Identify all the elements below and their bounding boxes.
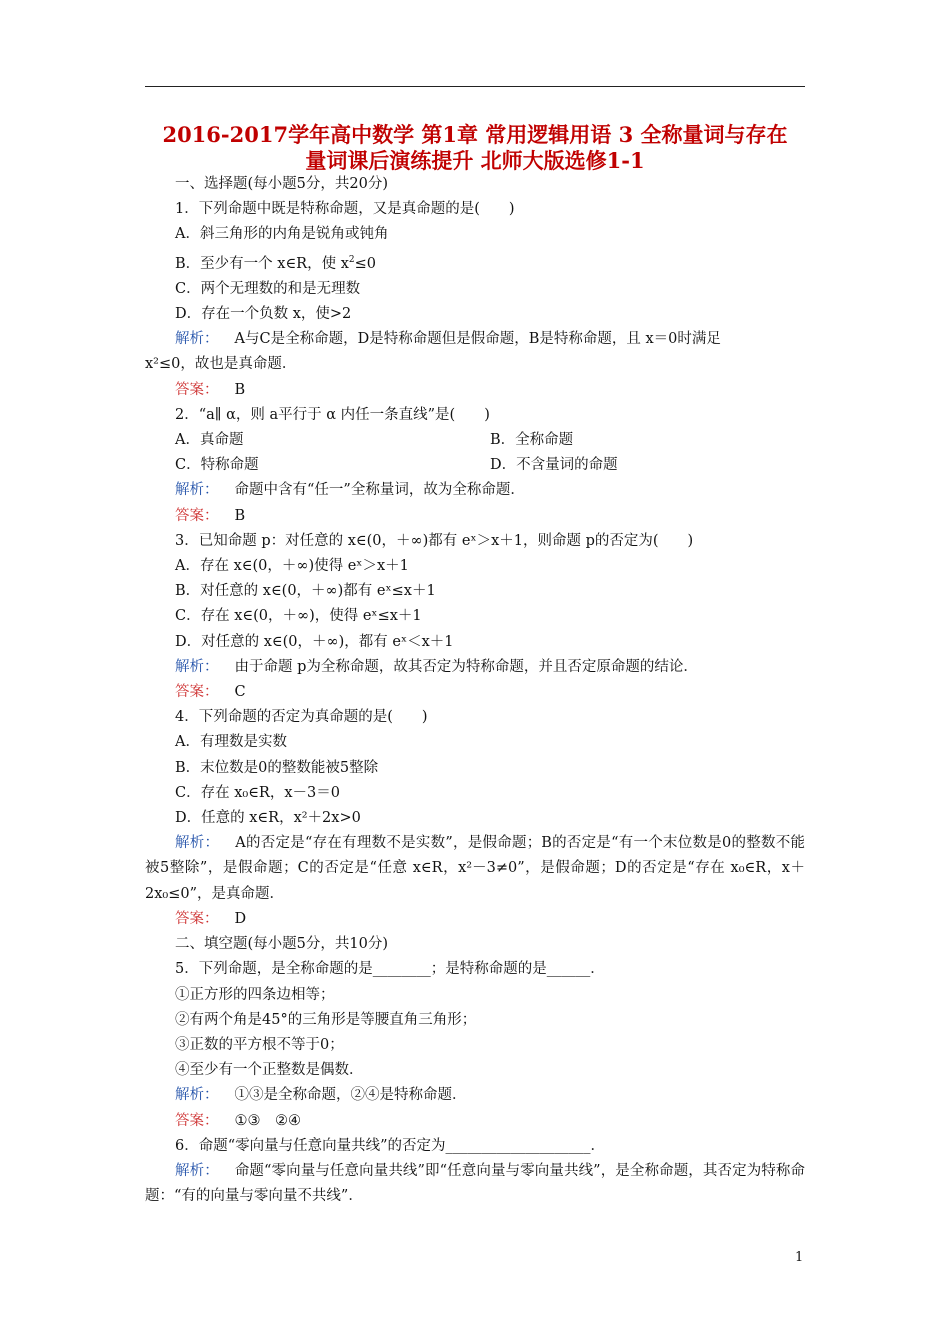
page-number: 1 <box>795 1250 804 1265</box>
option-b-text: B．至少有一个 x∈R，使 x <box>175 255 349 272</box>
analysis-label: 解析： <box>175 331 219 348</box>
answer-text: C <box>234 684 246 701</box>
section-heading: 二、填空题(每小题5分，共10分) <box>175 936 388 953</box>
analysis-label: 解析： <box>175 482 219 499</box>
option-c: C．存在 x∈(0，＋∞)，使得 eˣ≤x＋1 <box>175 608 422 625</box>
answer <box>145 907 805 932</box>
analysis <box>145 327 805 352</box>
analysis <box>145 1083 805 1108</box>
question-stem: 1．下列命题中既是特称命题，又是真命题的是( ) <box>175 201 515 218</box>
option-b: B．全称命题 <box>490 432 574 449</box>
analysis-text: 命题“零向量与任意向量共线”即“任意向量与零向量共线”，是全称命题，其否定为特称命题：“有的向量与零向量不共线”． <box>145 1162 806 1205</box>
option-a: A．真命题 <box>175 432 244 449</box>
analysis <box>145 831 805 907</box>
answer-label: 答案： <box>175 910 219 927</box>
analysis-continued: x²≤0，故也是真命题． <box>145 356 297 373</box>
analysis-label: 解析： <box>175 658 219 675</box>
answer-text: D <box>234 910 247 927</box>
analysis-text: A的否定是“存在有理数不是实数”，是假命题；B的否定是“有一个末位数是0的整数不能被5整除”，是假命题；C的否定是“任意 x∈R，x²－3≠0”，是假命题；D的否定是“存在 x₀∈R，x＋2x₀≤0”，是真命题． <box>145 835 806 902</box>
option-a: A．有理数是实数 <box>175 734 287 751</box>
answer-text: B <box>234 507 246 524</box>
option-b: B．末位数是0的整数能被5整除 <box>175 759 379 776</box>
question-stem: 3．已知命题 p：对任意的 x∈(0，＋∞)都有 eˣ＞x＋1，则命题 p的否定为( ) <box>175 532 694 549</box>
analysis-label: 解析： <box>175 1087 219 1104</box>
title-line-2: 量词课后演练提升 北师大版选修1-1 <box>305 148 645 173</box>
list-item: ④至少有一个正整数是偶数． <box>175 1062 364 1079</box>
option-a: A．存在 x∈(0，＋∞)使得 eˣ＞x＋1 <box>175 558 409 575</box>
answer-text: ①③ ②④ <box>234 1112 301 1129</box>
answer-label: 答案： <box>175 507 219 524</box>
list-item: ③正数的平方根不等于0； <box>175 1036 344 1053</box>
option-b: B．对任意的 x∈(0，＋∞)都有 eˣ≤x＋1 <box>175 583 436 600</box>
option-b <box>145 248 805 277</box>
list-item: ②有两个角是45°的三角形是等腰直角三角形； <box>175 1011 477 1028</box>
analysis-text: 命题中含有“任一”全称量词，故为全称命题． <box>234 482 525 499</box>
analysis <box>145 478 805 503</box>
option-c: C．两个无理数的和是无理数 <box>175 280 361 297</box>
analysis <box>145 1159 805 1209</box>
option-b-tail: ≤0 <box>354 255 376 272</box>
title-line-1: 2016-2017学年高中数学 第1章 常用逻辑用语 3 全称量词与存在 <box>162 122 788 147</box>
analysis-label: 解析： <box>175 835 220 852</box>
answer <box>145 378 805 403</box>
answer-label: 答案： <box>175 1112 219 1129</box>
answer-label: 答案： <box>175 684 219 701</box>
option-row <box>145 453 805 478</box>
option-c: C．特称命题 <box>175 457 259 474</box>
option-d: D．存在一个负数 x，使>2 <box>175 306 352 323</box>
answer <box>145 504 805 529</box>
header-rule <box>145 86 805 87</box>
document-title <box>145 122 805 174</box>
analysis-text: 由于命题 p为全称命题，故其否定为特称命题，并且否定原命题的结论． <box>234 658 698 675</box>
superscript: 2 <box>348 254 355 265</box>
question-stem: 6．命题“零向量与任意向量共线”的否定为____________________． <box>175 1137 606 1154</box>
answer <box>145 1109 805 1134</box>
answer-label: 答案： <box>175 381 219 398</box>
option-c: C．存在 x₀∈R，x－3＝0 <box>175 784 340 801</box>
analysis-text: ①③是全称命题，②④是特称命题． <box>234 1087 467 1104</box>
question-stem: 2．“a∥ α，则 a平行于 α 内任一条直线”是( ) <box>175 406 490 423</box>
option-a: A．斜三角形的内角是锐角或钝角 <box>175 226 389 243</box>
section-heading: 一、选择题(每小题5分，共20分) <box>175 176 388 192</box>
analysis-label: 解析： <box>175 1162 219 1179</box>
list-item: ①正方形的四条边相等； <box>175 986 335 1003</box>
option-d: D．任意的 x∈R，x²＋2x>0 <box>175 810 361 827</box>
option-d: D．对任意的 x∈(0，＋∞)，都有 eˣ＜x＋1 <box>175 633 454 650</box>
document-body <box>145 172 805 1209</box>
answer <box>145 680 805 705</box>
question-stem: 4．下列命题的否定为真命题的是( ) <box>175 709 428 726</box>
answer-text: B <box>234 381 246 398</box>
question-stem: 5．下列命题，是全称命题的是________；是特称命题的是______． <box>175 961 605 978</box>
option-d: D．不含量词的命题 <box>490 457 618 474</box>
analysis-text: A与C是全称命题，D是特称命题但是假命题，B是特称命题，且 x＝0时满足 <box>234 331 721 348</box>
analysis <box>145 655 805 680</box>
option-row <box>145 428 805 453</box>
